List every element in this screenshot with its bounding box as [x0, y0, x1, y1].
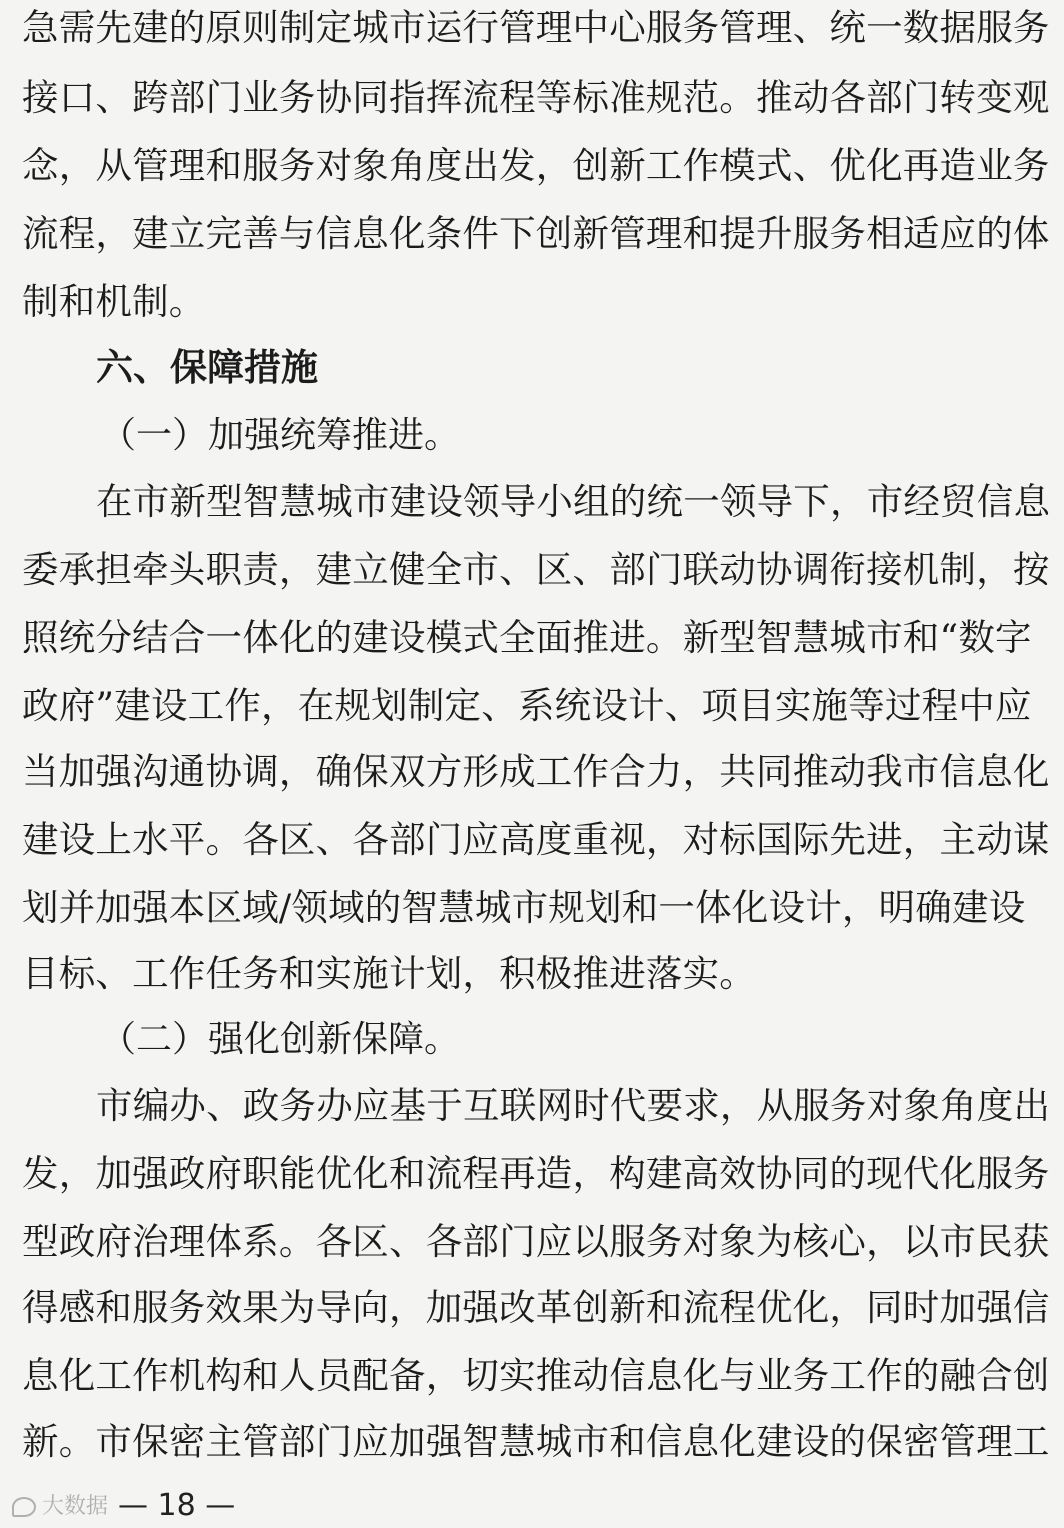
text-line: 接口、跨部门业务协同指挥流程等标准规范。推动各部门转变观	[22, 76, 1050, 119]
text-line: 得感和服务效果为导向，加强改革创新和流程优化，同时加强信	[22, 1286, 1050, 1329]
text-line: 当加强沟通协调，确保双方形成工作合力，共同推动我市信息化	[22, 750, 1050, 793]
watermark-text: 大数据	[42, 1494, 109, 1519]
text-line: 型政府治理体系。各区、各部门应以服务对象为核心，以市民获	[22, 1220, 1050, 1263]
text-line: 市编办、政务办应基于互联网时代要求，从服务对象角度出	[96, 1084, 1051, 1127]
text-line: 息化工作机构和人员配备，切实推动信息化与业务工作的融合创	[22, 1354, 1050, 1397]
text-line: 照统分结合一体化的建设模式全面推进。新型智慧城市和“数字	[22, 616, 1032, 659]
text-line: 政府”建设工作，在规划制定、系统设计、项目实施等过程中应	[22, 684, 1032, 727]
text-line: 新。市保密主管部门应加强智慧城市和信息化建设的保密管理工	[22, 1420, 1050, 1463]
section-heading: 六、保障措施	[96, 346, 318, 389]
text-line: 发，加强政府职能优化和流程再造，构建高效协同的现代化服务	[22, 1152, 1050, 1195]
text-line: 急需先建的原则制定城市运行管理中心服务管理、统一数据服务	[22, 6, 1050, 49]
subsection-heading-1: （一）加强统筹推进。	[100, 415, 461, 456]
page-number: — 18 —	[118, 1488, 236, 1523]
text-line: 建设上水平。各区、各部门应高度重视，对标国际先进，主动谋	[22, 818, 1050, 861]
text-line: 制和机制。	[22, 280, 206, 323]
text-line: 目标、工作任务和实施计划，积极推进落实。	[22, 952, 756, 995]
subsection-heading-2: （二）强化创新保障。	[100, 1019, 461, 1060]
text-line: 划并加强本区域/领域的智慧城市规划和一体化设计，明确建设	[22, 886, 1026, 929]
text-line: 委承担牵头职责，建立健全市、区、部门联动协调衔接机制，按	[22, 548, 1050, 591]
page-footer	[0, 1486, 1064, 1528]
speech-bubble-icon	[12, 1497, 36, 1517]
watermark	[12, 1492, 108, 1522]
text-line: 流程，建立完善与信息化条件下创新管理和提升服务相适应的体	[22, 212, 1050, 255]
text-line: 在市新型智慧城市建设领导小组的统一领导下，市经贸信息	[96, 480, 1051, 523]
text-line: 念，从管理和服务对象角度出发，创新工作模式、优化再造业务	[22, 144, 1050, 187]
